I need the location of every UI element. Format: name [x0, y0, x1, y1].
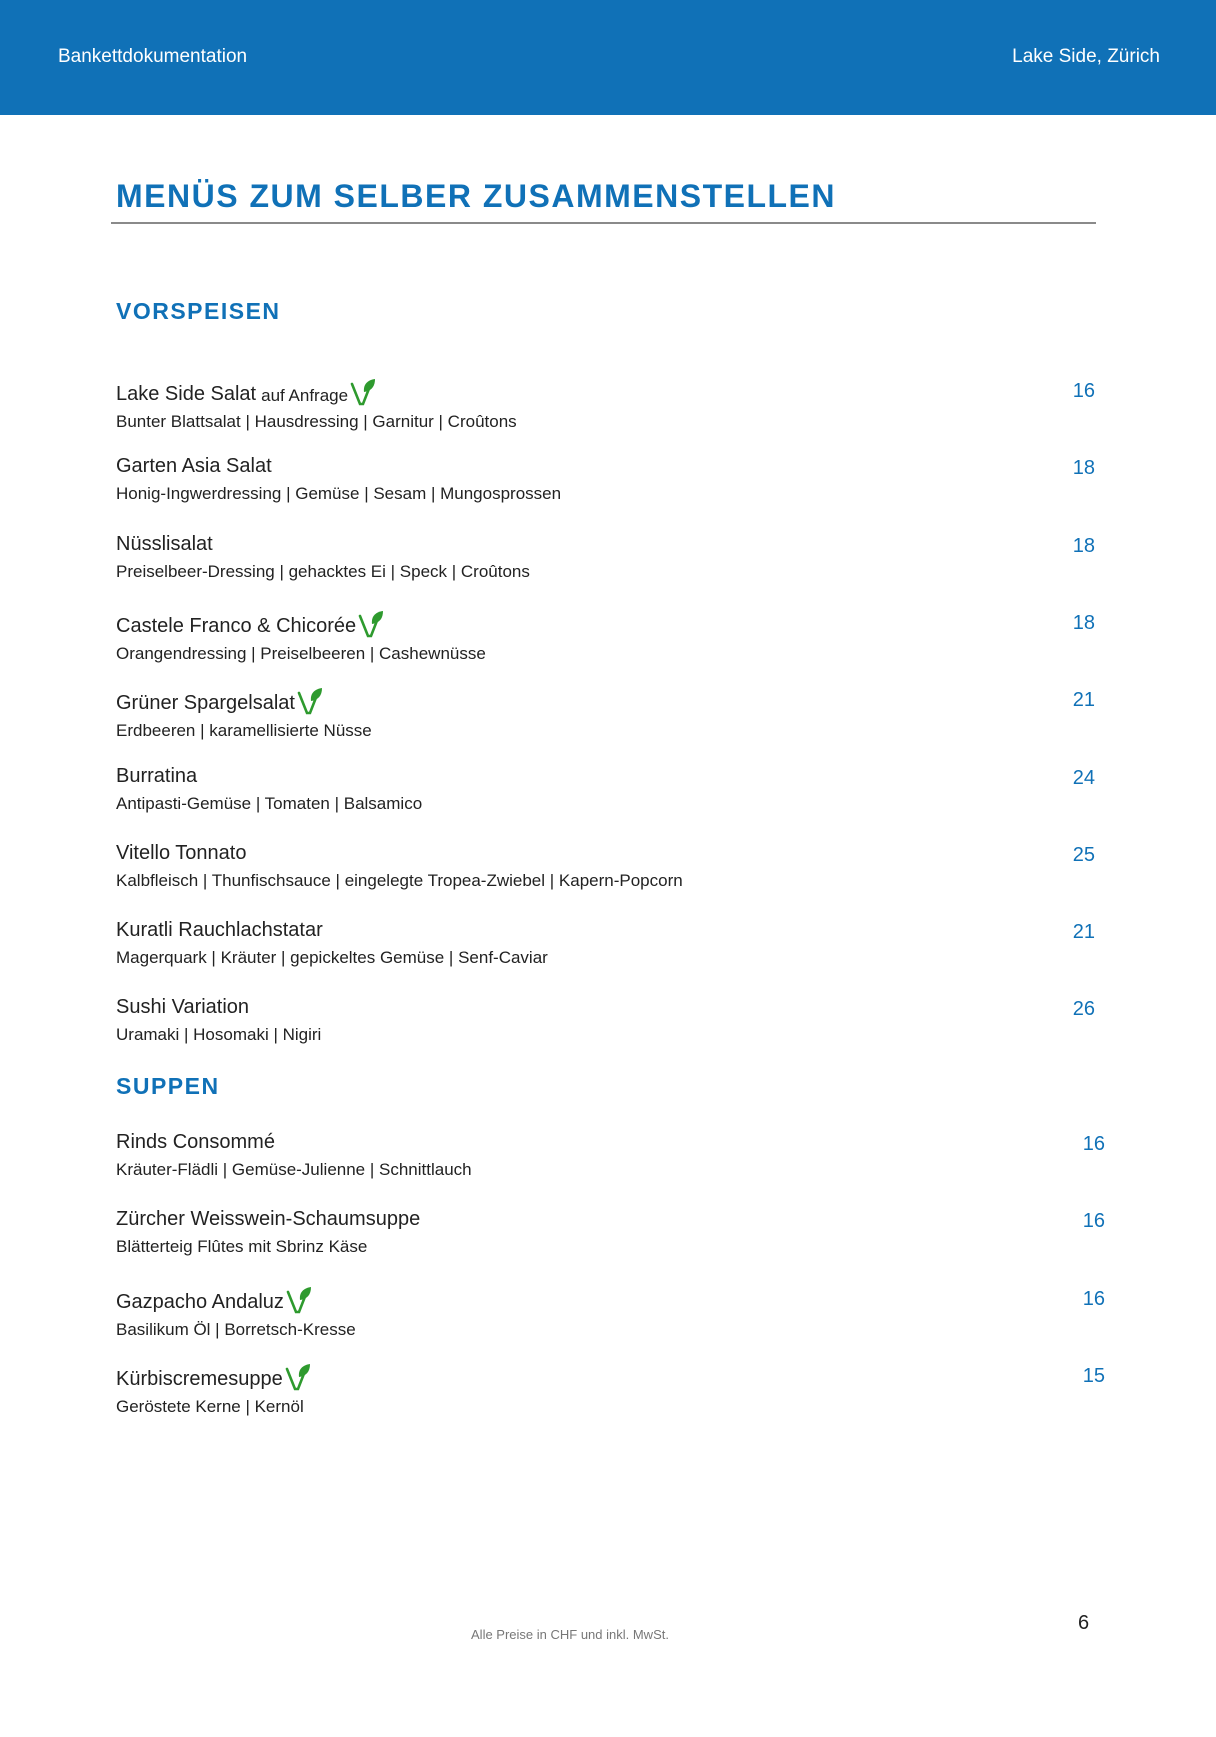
section-heading: VORSPEISEN — [116, 298, 281, 324]
item-description: Preiselbeer-Dressing | gehacktes Ei | Speck | Croûtons — [116, 561, 530, 581]
item-price: 15 — [1082, 1364, 1105, 1387]
item-price: 16 — [1082, 1287, 1105, 1310]
item-price: 21 — [1072, 689, 1095, 712]
item-name: Sushi Variation — [116, 996, 250, 1019]
item-price: 24 — [1072, 766, 1095, 789]
menu-item — [116, 455, 561, 515]
vegan-leaf-icon — [297, 687, 323, 715]
item-description: Erdbeeren | karamellisierte Nüsse — [116, 721, 372, 741]
item-name: Vitello Tonnato — [116, 841, 247, 864]
item-description: Orangendressing | Preiselbeeren | Cashewnüsse — [116, 643, 486, 663]
page-header — [0, 0, 1216, 115]
menu-item — [116, 1208, 420, 1268]
menu-item — [116, 610, 486, 670]
header-document-title: Bankettdokumentation — [58, 46, 248, 67]
item-description: Kräuter-Flädli | Gemüse-Julienne | Schnittlauch — [116, 1160, 472, 1179]
item-price: 26 — [1072, 998, 1095, 1021]
menu-item — [116, 765, 422, 825]
menu-item — [116, 996, 321, 1056]
header-location: Lake Side, Zürich — [1012, 46, 1160, 67]
title-divider — [111, 222, 1096, 224]
item-name: Castele Franco & Chicorée — [116, 614, 357, 637]
menu-item — [116, 1131, 472, 1191]
item-price: 18 — [1072, 457, 1095, 480]
item-description: Bunter Blattsalat | Hausdressing | Garnitur | Croûtons — [116, 412, 517, 431]
menu-item — [116, 1286, 356, 1346]
page-title: MENÜS ZUM SELBER ZUSAMMENSTELLEN — [116, 178, 836, 214]
item-name: Burratina — [116, 764, 198, 787]
item-name: Kürbiscremesuppe — [116, 1367, 283, 1390]
vegan-leaf-icon — [358, 610, 384, 638]
item-description: Kalbfleisch | Thunfischsauce | eingelegte Tropea-Zwiebel | Kapern-Popcorn — [116, 870, 683, 890]
item-price: 18 — [1072, 534, 1095, 557]
footer-price-note: Alle Preise in CHF und inkl. MwSt. — [471, 1627, 669, 1642]
menu-item — [116, 378, 517, 438]
item-price: 21 — [1072, 921, 1095, 944]
item-name: Garten Asia Salat — [116, 455, 272, 478]
item-price: 18 — [1072, 611, 1095, 634]
item-name: Grüner Spargelsalat — [116, 692, 295, 715]
item-description: Blätterteig Flûtes mit Sbrinz Käse — [116, 1237, 368, 1257]
item-name: Kuratli Rauchlachstatar — [116, 919, 323, 942]
item-note: auf Anfrage — [261, 386, 349, 405]
vegan-leaf-icon — [285, 1363, 311, 1391]
item-price: 16 — [1072, 380, 1095, 402]
item-description: Uramaki | Hosomaki | Nigiri — [116, 1025, 322, 1045]
item-price: 16 — [1082, 1133, 1105, 1155]
item-description: Geröstete Kerne | Kernöl — [116, 1396, 304, 1416]
menu-item — [116, 533, 530, 593]
item-name: Gazpacho Andaluz — [116, 1290, 284, 1313]
item-description: Antipasti-Gemüse | Tomaten | Balsamico — [116, 793, 423, 813]
menu-item — [116, 687, 372, 747]
menu-item — [116, 919, 548, 979]
item-description: Magerquark | Kräuter | gepickeltes Gemüse | Senf-Caviar — [116, 948, 548, 968]
vegan-leaf-icon — [286, 1286, 312, 1314]
menu-item — [116, 842, 683, 902]
vegan-leaf-icon — [350, 378, 376, 406]
item-price: 25 — [1072, 843, 1095, 866]
item-description: Basilikum Öl | Borretsch-Kresse — [116, 1319, 356, 1339]
section-heading: SUPPEN — [116, 1073, 220, 1099]
item-name: Lake Side Salat — [116, 383, 257, 405]
item-name: Rinds Consommé — [116, 1131, 275, 1153]
item-price: 16 — [1082, 1210, 1105, 1233]
item-name: Nüsslisalat — [116, 532, 213, 555]
item-name: Zürcher Weisswein-Schaumsuppe — [116, 1208, 421, 1231]
menu-item — [116, 1363, 311, 1423]
item-description: Honig-Ingwerdressing | Gemüse | Sesam | Mungosprossen — [116, 484, 562, 504]
page-number: 6 — [1078, 1612, 1090, 1634]
